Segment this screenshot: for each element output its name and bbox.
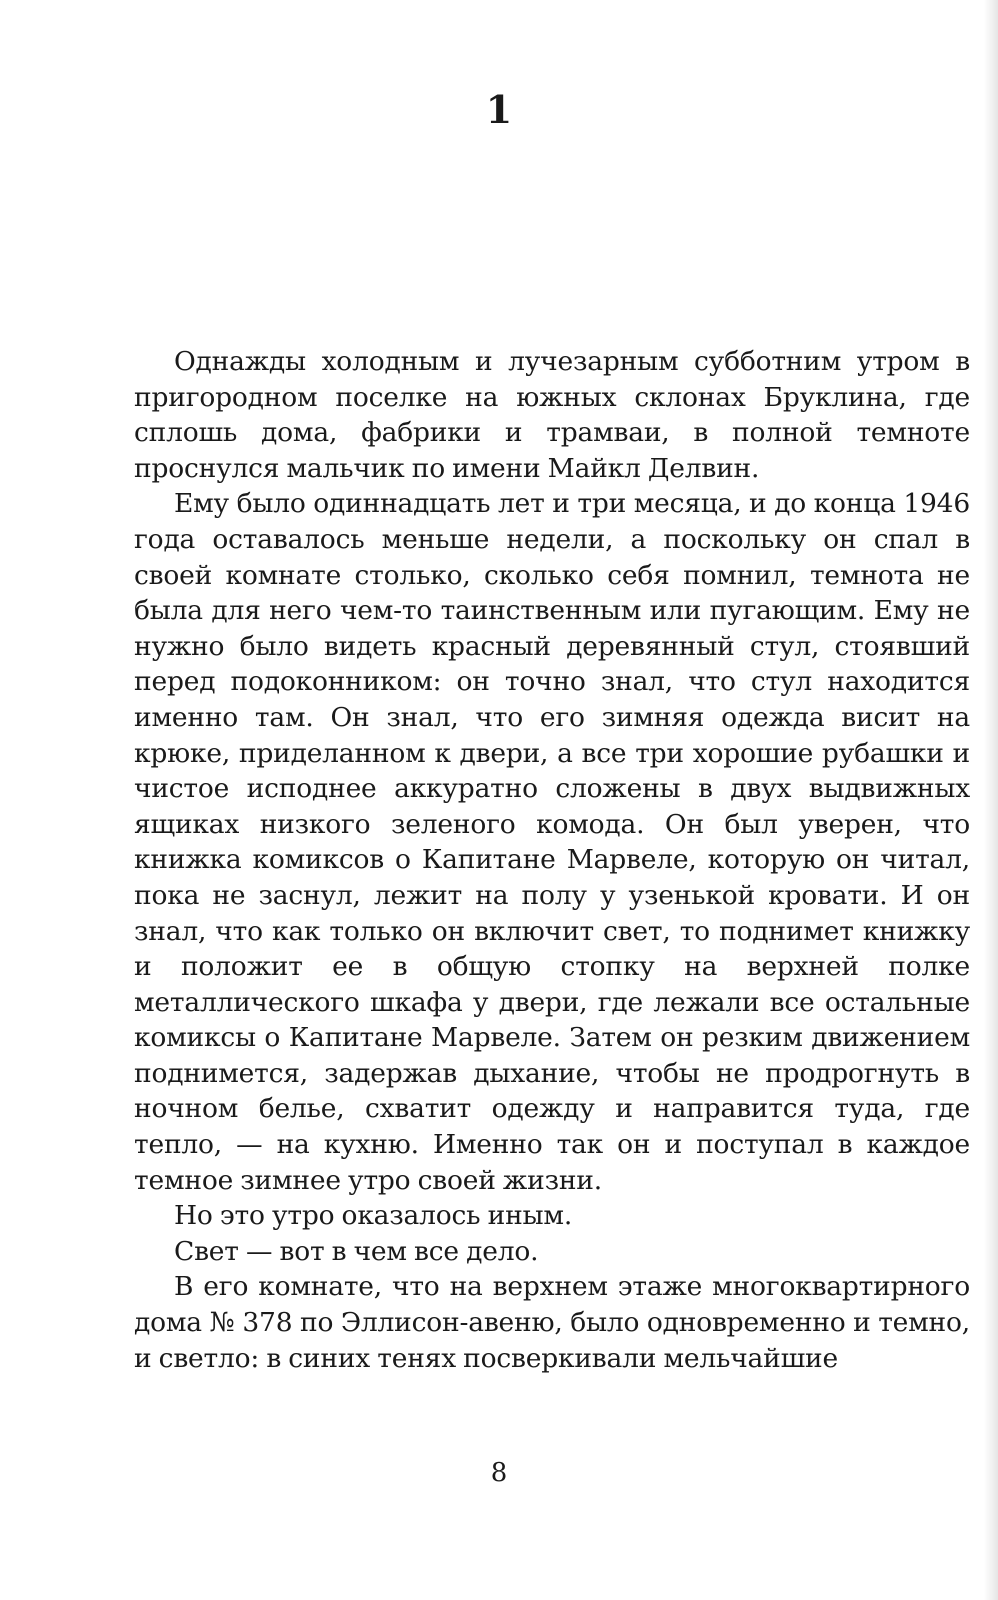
paragraph-3: Но это утро оказалось иным. [174, 1200, 573, 1232]
paragraph-4: Свет — вот в чем все дело. [174, 1235, 539, 1267]
paragraph-2: Ему было одиннадцать лет и три месяца, и до конца 1946 года оставалось меньше недели, а поскольку он спал в своей комнате столько, сколько себя помнил, темнота не была для него чем-то таинственным или пугающим. Ему не нужно было видеть красный деревянный стул, стоявший перед подоконником: он точно знал, что стул находится именно там. Он знал, что его зимняя одежда висит на крюке, приделанном к двери, а все три хорошие рубашки и чистое исподнее аккуратно сложены в двух выдвижных ящиках низкого зеленого комода. Он был уверен, что книжка комиксов о Капитане Марвеле, которую он читал, пока не заснул, лежит на полу у узенькой кровати. И он знал, что как только он включит свет, то поднимет книжку и положит ее в общую стопку на верхней полке металлического шкафа у двери, где лежали все остальные комиксы о Капитане Марвеле. Затем он резким движением поднимется, задержав дыхание, чтобы не продрогнуть в ночном белье, схватит одежду и направится туда, где тепло, — на кухню. Именно так он и поступал в каждое темное зимнее утро своей жизни. [134, 488, 970, 1196]
paragraph-1: Однажды холодным и лучезарным субботним утром в пригородном поселке на южных склонах Бруклина, где сплошь дома, фабрики и трамваи, в полной темноте проснулся мальчик по имени Майкл Делвин. [134, 346, 970, 484]
chapter-number: 1 [485, 87, 513, 132]
paragraph-5: В его комнате, что на верхнем этаже многоквартирного дома № 378 по Эллисон-авеню, было одновременно и темно, и светло: в синих тенях посверкивали мельчайшие [134, 1271, 970, 1374]
page-number: 8 [490, 1458, 508, 1488]
body-text [134, 344, 970, 1376]
page-edge-shadow [984, 0, 998, 1600]
